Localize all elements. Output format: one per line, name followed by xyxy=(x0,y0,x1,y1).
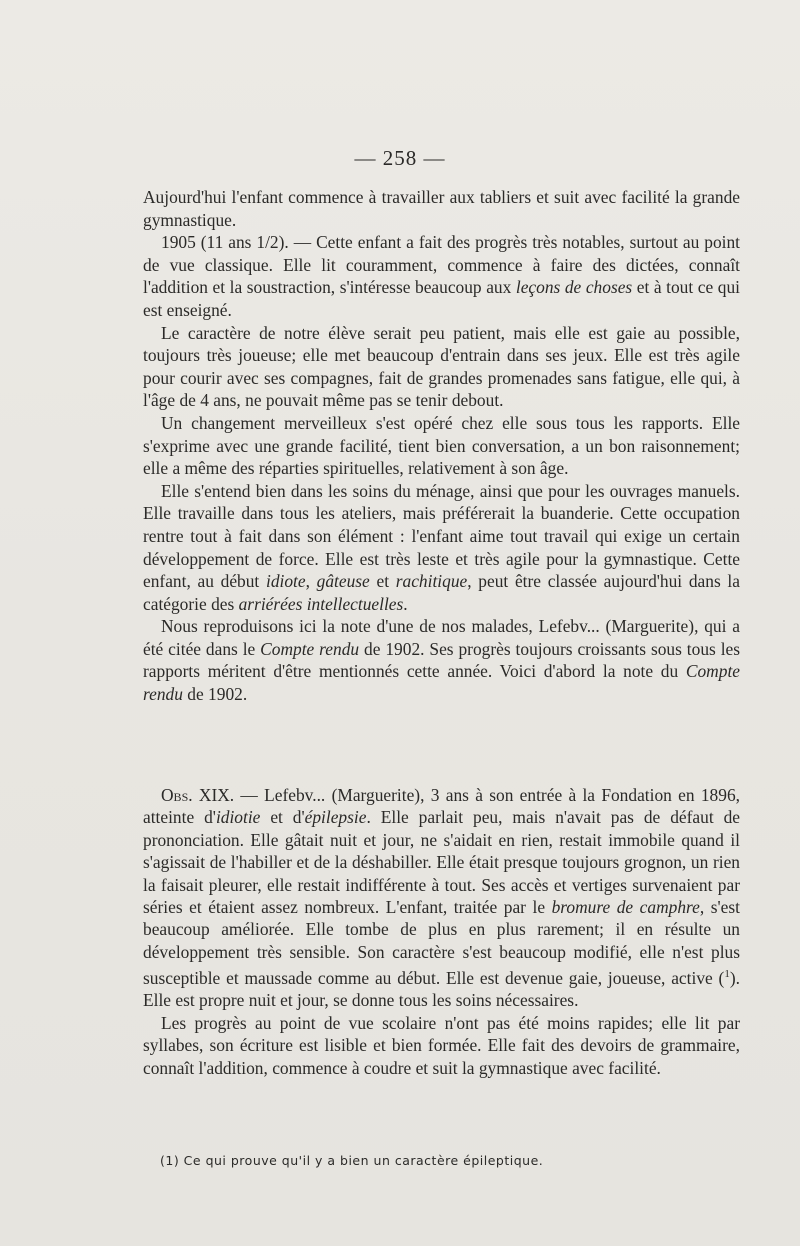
observation-paragraph-2: Les progrès au point de vue scolaire n'ont pas été moins rapides; elle lit par syllabes, son écriture est lisible et bien formée. Elle fait des devoirs de grammaire, connaît l'addition, commence à coudre et suit la gymnastique avec facilité. xyxy=(143,1012,740,1078)
paragraph-2: 1905 (11 ans 1/2). — Cette enfant a fait des progrès très notables, surtout au point de vue classique. Elle lit couramment, commence à faire des dictées, connaît l'addition et la soustraction, s'intéresse beaucoup aux leçons de choses et à tout ce qui est enseigné. xyxy=(143,232,740,320)
paragraph-5: Elle s'entend bien dans les soins du ménage, ainsi que pour les ouvrages manuels. Elle travaille dans tous les ateliers, mais préférerait la buanderie. Cette occupation rentre tout à fait dans son élément : l'enfant aime tout travail qui exige un certain développement de force. Elle est très leste et très agile pour la gymnastique. Cette enfant, au début idiote, gâteuse et rachitique, peut être classée aujourd'hui dans la catégorie des arriérées intellectuelles. xyxy=(143,480,740,614)
italic-phrase: leçons de choses xyxy=(515,277,633,298)
page-number: — 258 — xyxy=(354,146,446,170)
footnote: (1) Ce qui prouve qu'il y a bien un caractère épileptique. xyxy=(160,1153,544,1168)
paragraph-4: Un changement merveilleux s'est opéré chez elle sous tous les rapports. Elle s'exprime avec une grande facilité, tient bien conversation, a un bon raisonnement; elle a même des réparties spirituelles, relativement à son âge. xyxy=(143,412,740,479)
observation-block xyxy=(143,784,740,1079)
observation-label: Obs. XIX. xyxy=(161,785,235,805)
main-text xyxy=(143,186,740,706)
footnote-ref: 1 xyxy=(724,968,730,981)
paragraph-1: Aujourd'hui l'enfant commence à travailler aux tabliers et suit avec facilité la grande gymnastique. xyxy=(143,187,740,230)
observation-paragraph-1: Obs. XIX. — Lefebv... (Marguerite), 3 ans à son entrée à la Fondation en 1896, atteinte d'idiotie et d'épilepsie. Elle parlait peu, mais n'avait pas de défaut de prononciation. Elle gâtait nuit et jour, ne s'aidait en rien, restait immobile quand il s'agissait de l'habiller et de la déshabiller. Elle était presque toujours grognon, un rien la faisait pleurer, elle restait indifférente à tout. Ses accès et vertiges survenaient par séries et étaient assez nombreux. L'enfant, traitée par le bromure de camphre, s'est beaucoup améliorée. Elle tombe de plus en plus rarement; il en résulte un développement très sensible. Son caractère s'est beaucoup modifié, elle n'est plus susceptible et maussade comme au début. Elle est devenue gaie, joueuse, active ($^1$). Elle est propre nuit et jour, se donne tous les soins nécessaires. xyxy=(143,785,741,1011)
paragraph-3: Le caractère de notre élève serait peu patient, mais elle est gaie au possible, toujours très joueuse; elle met beaucoup d'entrain dans ses jeux. Elle est très agile pour courir avec ses compagnes, fait de grandes promenades sans fatigue, elle qui, à l'âge de 4 ans, ne pouvait même pas se tenir debout. xyxy=(143,322,740,411)
paragraph-6: Nous reproduisons ici la note d'une de nos malades, Lefebv... (Marguerite), qui a été citée dans le Compte rendu de 1902. Ses progrès toujours croissants sous tous les rapports méritent d'être mentionnés cette année. Voici d'abord la note du Compte rendu de 1902. xyxy=(143,616,741,705)
